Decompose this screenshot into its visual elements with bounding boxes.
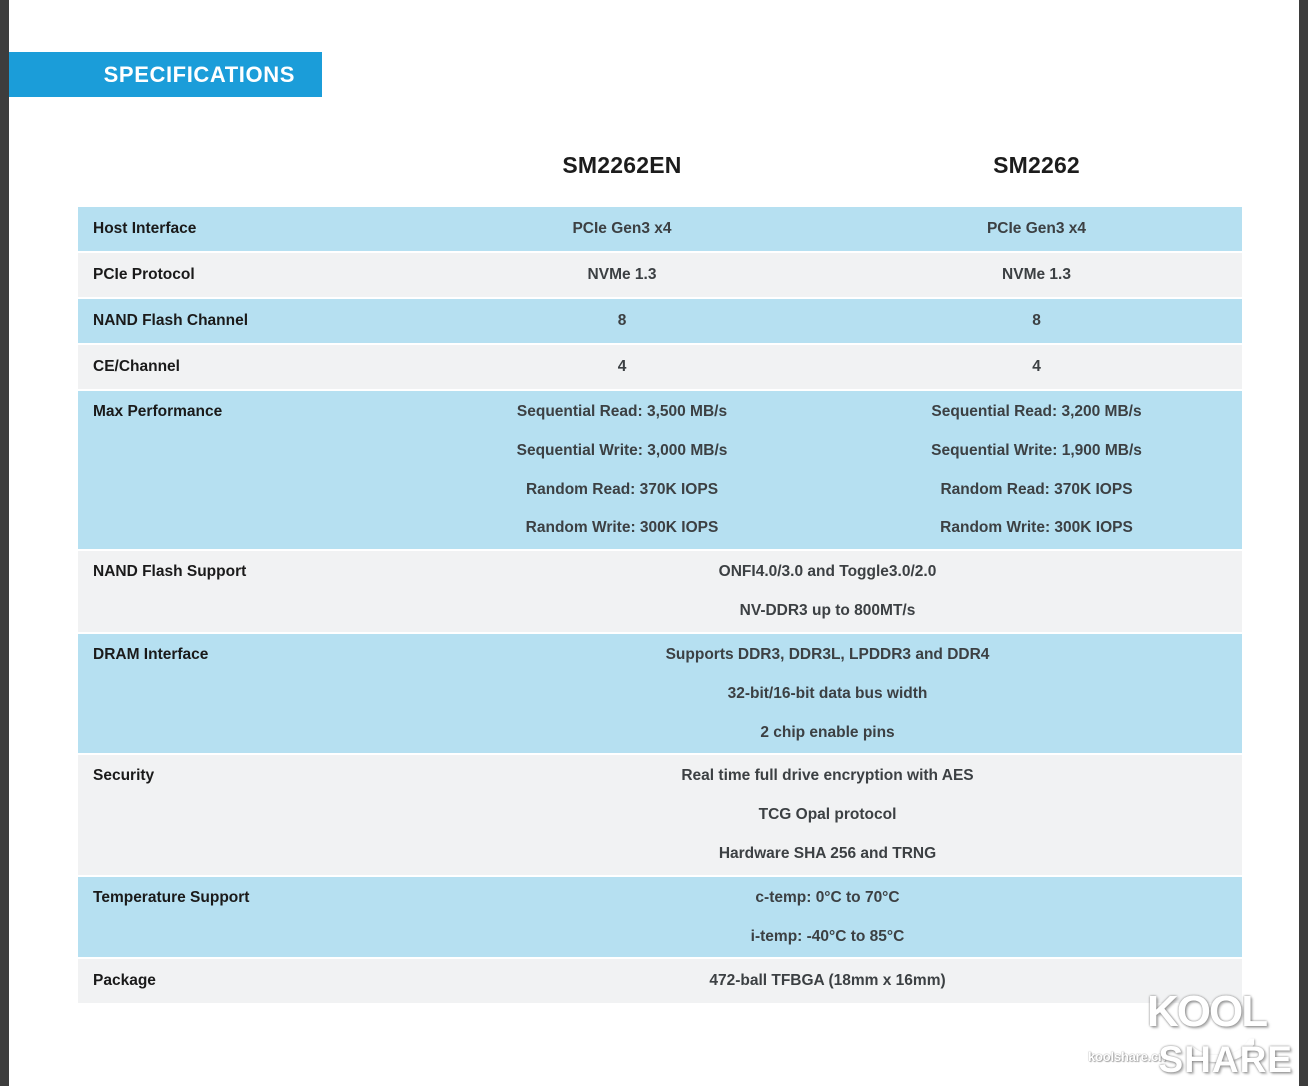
table-row — [78, 634, 1242, 753]
column-header-sm2262en: SM2262EN — [562, 152, 682, 178]
row-label: NAND Flash Support — [78, 551, 413, 632]
table-row — [78, 253, 1242, 297]
cell-line: Hardware SHA 256 and TRNG — [718, 844, 937, 862]
page-right-edge-strip — [1299, 0, 1308, 1086]
row-value-sm2262 — [831, 207, 1242, 251]
cell-line: 32-bit/16-bit data bus width — [727, 684, 928, 702]
specifications-table — [78, 150, 1242, 1005]
cell-line: Supports DDR3, DDR3L, LPDDR3 and DDR4 — [665, 645, 990, 663]
row-label: CE/Channel — [78, 345, 413, 389]
cell-line: Sequential Read: 3,500 MB/s — [516, 403, 728, 420]
cell-line: 8 — [617, 312, 627, 329]
cell-line: Sequential Write: 1,900 MB/s — [931, 441, 1142, 459]
cell-line: Random Read: 370K IOPS — [940, 480, 1133, 498]
row-label: Security — [78, 755, 413, 874]
cell-line: NVMe 1.3 — [587, 266, 657, 283]
row-value-sm2262en — [413, 253, 831, 297]
table-body — [78, 207, 1242, 1003]
row-value-spanning — [413, 755, 1242, 874]
cell-line: 8 — [1032, 312, 1041, 329]
cell-line: Random Write: 300K IOPS — [940, 519, 1133, 537]
row-value-sm2262en — [413, 345, 831, 389]
row-label: PCIe Protocol — [78, 253, 413, 297]
table-row — [78, 877, 1242, 958]
cell-line: Sequential Read: 3,200 MB/s — [931, 403, 1142, 420]
row-value-spanning — [413, 551, 1242, 632]
row-value-sm2262 — [831, 253, 1242, 297]
watermark-logo-bottom: SHARE — [1158, 1039, 1293, 1080]
row-value-sm2262 — [831, 391, 1242, 549]
cell-line: PCIe Gen3 x4 — [986, 220, 1087, 237]
cell-line: Random Read: 370K IOPS — [525, 480, 719, 498]
row-label: Host Interface — [78, 207, 413, 251]
table-row — [78, 755, 1242, 874]
page-left-edge-strip — [0, 0, 9, 1086]
table-row — [78, 207, 1242, 251]
cell-line: TCG Opal protocol — [758, 806, 897, 824]
cell-line: c-temp: 0°C to 70°C — [755, 888, 900, 906]
row-value-sm2262en — [413, 207, 831, 251]
row-label: DRAM Interface — [78, 634, 413, 753]
cell-line: NV-DDR3 up to 800MT/s — [739, 602, 916, 620]
row-value-sm2262en — [413, 391, 831, 549]
table-row — [78, 299, 1242, 343]
cell-line: Random Write: 300K IOPS — [525, 519, 719, 537]
cell-line: ONFI4.0/3.0 and Toggle3.0/2.0 — [718, 563, 937, 581]
cell-line: 472-ball TFBGA (18mm x 16mm) — [709, 972, 946, 990]
table-row — [78, 551, 1242, 632]
table-header-row — [78, 152, 1242, 205]
table-row — [78, 959, 1242, 1003]
column-header-label — [78, 152, 413, 205]
table-row — [78, 391, 1242, 549]
page-title: SPECIFICATIONS — [103, 61, 295, 87]
cell-line: i-temp: -40°C to 85°C — [750, 927, 905, 945]
cell-line: NVMe 1.3 — [1002, 266, 1071, 283]
table-row — [78, 345, 1242, 389]
row-value-spanning — [413, 959, 1242, 1003]
row-label: Package — [78, 959, 413, 1003]
table-header — [78, 152, 1242, 205]
cell-line: Sequential Write: 3,000 MB/s — [516, 441, 728, 459]
watermark-url: koolshare.cn — [1088, 1049, 1166, 1064]
cell-line: 2 chip enable pins — [760, 723, 895, 741]
row-value-sm2262en — [413, 299, 831, 343]
row-label: Temperature Support — [78, 877, 413, 958]
row-value-spanning — [413, 877, 1242, 958]
cell-line: PCIe Gen3 x4 — [572, 220, 672, 237]
cell-line: 4 — [1032, 358, 1041, 375]
row-label: Max Performance — [78, 391, 413, 549]
row-value-sm2262 — [831, 345, 1242, 389]
row-label: NAND Flash Channel — [78, 299, 413, 343]
cell-line: 4 — [617, 358, 627, 375]
row-value-sm2262 — [831, 299, 1242, 343]
watermark-logo-top: KOOL — [1147, 987, 1267, 1036]
smile-arc-icon — [1175, 1022, 1261, 1062]
column-header-sm2262: SM2262 — [993, 152, 1080, 178]
specifications-banner — [9, 52, 322, 97]
row-value-spanning — [413, 634, 1242, 753]
cell-line: Real time full drive encryption with AES — [681, 767, 974, 785]
